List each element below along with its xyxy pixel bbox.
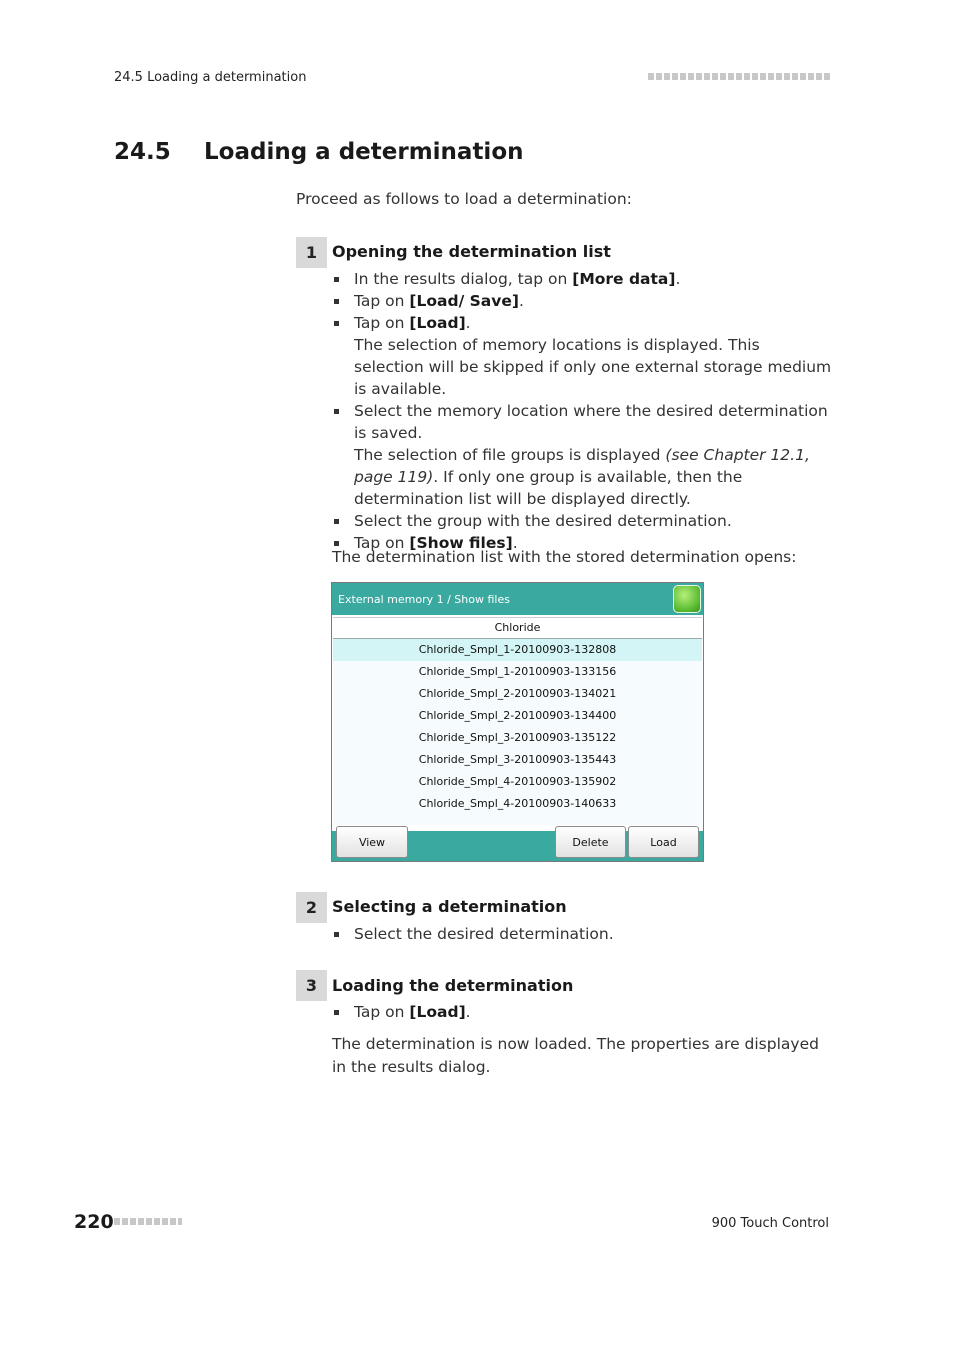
- file-row[interactable]: Chloride_Smpl_2-20100903-134021: [418, 687, 617, 700]
- step-3-list: [332, 1001, 832, 1023]
- list-item: Select the group with the desired determination.: [332, 510, 832, 532]
- step-1-list: [332, 268, 832, 554]
- step-number-box: 3: [296, 970, 327, 1001]
- home-icon[interactable]: [673, 585, 701, 613]
- cross-reference[interactable]: (see Chapter 12.1, page 119): [354, 446, 810, 486]
- step-title: Selecting a determination: [332, 897, 567, 916]
- section-number: 24.5: [114, 139, 171, 165]
- list-item: Select the memory location where the desired determination is saved. The selection of file groups is displayed (see Chapter 12.1, page 119). If only one group is available, then the determination list will be displayed directly.: [332, 400, 832, 510]
- product-name: 900 Touch Control: [711, 1216, 829, 1231]
- view-button[interactable]: View: [336, 826, 408, 858]
- file-row-selected[interactable]: Chloride_Smpl_1-20100903-132808: [333, 639, 702, 661]
- step-number-box: 2: [296, 892, 327, 923]
- step-title: Loading the determination: [332, 976, 574, 995]
- step-2-list: [332, 923, 832, 945]
- file-row[interactable]: Chloride_Smpl_3-20100903-135122: [418, 731, 617, 744]
- file-list: [333, 639, 702, 825]
- page-number: 220: [74, 1211, 114, 1233]
- step-title: Opening the determination list: [332, 242, 611, 261]
- dialog-title: External memory 1 / Show files: [338, 593, 510, 606]
- file-row[interactable]: Chloride_Smpl_2-20100903-134400: [418, 709, 617, 722]
- step-result-text: The determination is now loaded. The properties are displayed in the results dialog.: [332, 1035, 819, 1076]
- step-result-text: The determination list with the stored determination opens:: [332, 548, 797, 566]
- section-title: Loading a determination: [204, 139, 524, 165]
- device-screenshot: [331, 582, 704, 862]
- load-button[interactable]: Load: [628, 826, 699, 858]
- section-heading: [114, 139, 524, 165]
- list-item: Tap on [Load]. The selection of memory locations is displayed. This selection will be skipped if only one external storage medium is available.: [332, 312, 832, 400]
- list-item: Tap on [Show files].: [332, 532, 832, 554]
- list-item: Tap on [Load/ Save].: [332, 290, 832, 312]
- delete-button[interactable]: Delete: [555, 826, 626, 858]
- dialog-title-bar: [332, 583, 703, 615]
- file-row[interactable]: Chloride_Smpl_1-20100903-133156: [418, 665, 617, 678]
- header-decoration: [648, 73, 830, 80]
- file-row[interactable]: Chloride_Smpl_4-20100903-140633: [418, 797, 617, 810]
- item-note: The selection of memory locations is displayed. This selection will be skipped if only one external storage medium is available.: [354, 336, 832, 398]
- step-number-box: 1: [296, 237, 327, 268]
- running-header: 24.5 Loading a determination: [114, 70, 307, 85]
- item-note: The selection of file groups is displayed (see Chapter 12.1, page 119). If only one group is available, then the determination list will be displayed directly.: [354, 446, 810, 508]
- group-header: Chloride: [333, 617, 702, 639]
- file-row[interactable]: Chloride_Smpl_3-20100903-135443: [418, 753, 617, 766]
- file-row[interactable]: Chloride_Smpl_4-20100903-135902: [418, 775, 617, 788]
- list-item: Select the desired determination.: [332, 923, 832, 945]
- footer-decoration: [114, 1218, 182, 1225]
- list-item: In the results dialog, tap on [More data].: [332, 268, 832, 290]
- section-intro: Proceed as follows to load a determination:: [296, 190, 632, 208]
- list-item: Tap on [Load].: [332, 1001, 832, 1023]
